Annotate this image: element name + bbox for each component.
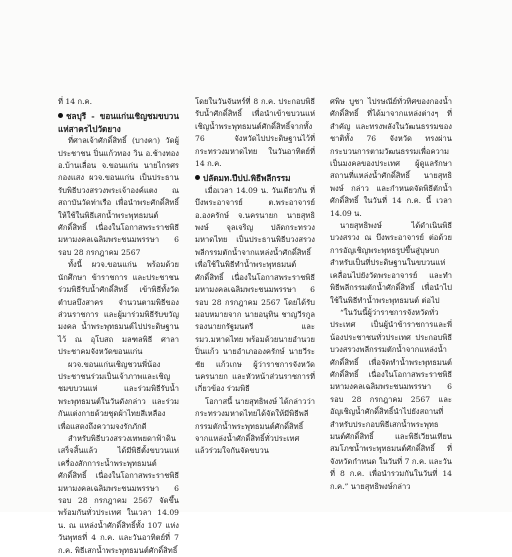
paragraph: เมื่อเวลา 14.09 น. วันเดียวกัน ที่บึงพระอาจารย์ ต.พระอาจารย์ อ.องครักษ์ จ.นครนายก นายสุทธิพงษ์ จุลเจริญ ปลัดกระทรวงมหาดไทย เป็นประธานพิธีบวงสรวงพลีกรรมตักน้ำจากแหล่งน้ำศักดิ์สิทธิ์ เพื่อใช้ในพิธีทำน้ำพระพุทธมนต์ศักดิ์สิทธิ์ เนื่องในโอกาสพระราชพิธีมหามงคลเฉลิมพระชนมพรรษา 6 รอบ 28 กรกฎาคม 2567 โดยได้รับมอบหมายจาก นายอนุทิน ชาญวีรกูล รองนายกรัฐมนตรี และ รมว.มหาดไทย พร้อมด้วยนายอำนวย ปิ่นแก้ว นายอำเภอองครักษ์ นายวีระชัย แก้วเกษ ผู้ว่าราชการจังหวัดนครนายก และหัวหน้าส่วนราชการที่เกี่ยวข้อง ร่วมพิธี: [195, 185, 315, 394]
article-column-1: [58, 96, 179, 555]
paragraph: ทั้งนี้ ผวจ.ขอนแก่น พร้อมด้วยนักศึกษา ข้าราชการ และประชาชนร่วมพิธีรับน้ำศักดิ์สิทธิ์ เข้าพิธีทั้งวัด ตำบลบึงสาคร จำนวนตามพิธีของส่วนราชการ และผู้มาร่วมพิธีรับขวัญมงคล น้ำพระพุทธมนต์ไปประดิษฐานไว้ ณ อุโบสถ มลฑลพิธี ศาลาประชาคมจังหวัดขอนแก่น: [58, 260, 179, 357]
section-heading-text: ปลัดมท.ปีปป.พิธีพลีกรรม: [203, 173, 291, 184]
paragraph: ผวจ.ขอนแก่นเชิญชวนพี่น้องประชาชนร่วมเป็นเจ้าภาพและเชิญชมขบวนแห่ และร่วมพิธีรับน้ำพระพุทธมนต์ในวันดังกล่าว และร่วมกันแต่งกายด้วยชุดผ้าไทยสีเหลือง เพื่อแสดงถึงความจงรักภักดี: [58, 359, 179, 431]
section-heading: [195, 172, 315, 184]
section-heading-text: ชลบุรี - ขอนแก่นเชิญชมขบวนแห่สาครไปวัดยาง: [58, 111, 179, 134]
paragraph: โดยในวันจันทร์ที่ 8 ก.ค. ประกอบพิธีรับน้ำศักดิ์สิทธิ์ เพื่อนำเข้าขบวนแห่เชิญน้ำพระพุทธมนต์ศักดิ์สิทธิ์จากทั้ง 76 จังหวัดไปประดิษฐานไว้ที่ กระทรวงมหาดไทย ในวันอาทิตย์ที่ 14 ก.ค.: [195, 97, 315, 169]
paragraph: ศพิษ บูชา ไปรษณีย์ทั่วทิศของกองน้ำศักดิ์สิทธิ์ ที่ได้มาจากแหล่งต่างๆ ที่สำคัญ และทรงพลังในวัฒนธรรมของชาติทั้ง 76 จังหวัด ทรงผ่านกระบวนการตามวัฒนธรรมเพื่อความเป็นมงคลของประเทศ ผู้ดูแลรักษาสถานที่แหล่งน้ำศักดิ์สิทธิ์ นายสุทธิพงษ์ กล่าว และกำหนดจัดพิธีตักน้ำศักดิ์สิทธิ์ ในวันที่ 14 ก.ค. นี้ เวลา 14.09 น.: [330, 97, 452, 218]
bullet-icon: [195, 175, 200, 180]
paragraph: นายสุทธิพงษ์ ได้ดำเนินพิธีบวงสรวง ณ บึงพระอาจารย์ ต่อด้วยการอัญเชิญพระพุทธรูปขึ้นสู่บุษบก สำหรับเป็นที่ประดิษฐานในขบวนแห่ เคลื่อนไปยังวัดพระอาจารย์ และทำพิธีพลีกรรมตักน้ำศักดิ์สิทธิ์ เพื่อนำไปใช้ในพิธีทำน้ำพระพุทธมนต์ ต่อไป: [330, 221, 452, 305]
paragraph: “ในวันนี้ผู้ว่าราชการจังหวัดทั่วประเทศ เป็นผู้นำข้าราชการและพี่น้องประชาชนทั่วประเทศ ประกอบพิธีบวงสรวงพลีกรรมตักน้ำจากแหล่งน้ำศักดิ์สิทธิ์ เพื่อจัดทำน้ำพระพุทธมนต์ศักดิ์สิทธิ์ เนื่องในโอกาสพระราชพิธีมหามงคลเฉลิมพระชนมพรรษา 6 รอบ 28 กรกฎาคม 2567 และอัญเชิญน้ำศักดิ์สิทธิ์นำไปยังสถานที่สำหรับประกอบพิธีเสกน้ำพระพุทธมนต์ศักดิ์สิทธิ์ และพิธีเวียนเทียนสมโภชน้ำพระพุทธมนต์ศักดิ์สิทธิ์ ที่จังหวัดกำหนด ในวันที่ 7 ก.ค. และวันที่ 8 ก.ค. เพื่อนำรวมกันในวันที่ 14 ก.ค.” นายสุทธิพงษ์กล่าว: [330, 307, 452, 491]
article-column-3: [330, 96, 452, 504]
article-column-2: [195, 96, 315, 504]
section-heading: [58, 110, 179, 135]
paragraph: ที่ 14 ก.ค.: [58, 97, 93, 106]
paragraph: ที่ศาลเจ้าศักดิ์สิทธิ์ (บางคา) วัดผู้ประชาชน ปิ่นแก้วทอง วิน อ.ช้างทอง อ.บ้านเลื่อน จ.ขอนแก่น นายไกรศร กองแสง ผวจ.ขอนแก่น เป็นประธานรับพิธีบวงสรวงพระเจ้าองค์แตง ณ สถาบันวัดท่าเรือ เพื่อนำพระศักดิ์สิทธิ์ ให้ใช้ในพิธีเสกน้ำพระพุทธมนต์ศักดิ์สิทธิ์ เนื่องในโอกาสพระราชพิธีมหามงคลเฉลิมพระชนมพรรษา 6 รอบ 28 กรกฎาคม 2567: [58, 136, 179, 257]
paragraph: สำหรับพิธีบวงสรวงเทพยดาฟ้าดินเสร็จสิ้นแล้ว ได้มีพิธีตั้งขบวนแห่เครื่องสักการะน้ำพระพุทธมนต์ศักดิ์สิทธิ์ เนื่องในโอกาสพระราชพิธีมหามงคลเฉลิมพระชนมพรรษา 6 รอบ 28 กรกฎาคม 2567 จัดขึ้นพร้อมกันทั่วประเทศ ในเวลา 14.09 น. ณ แหล่งน้ำศักดิ์สิทธิ์ทั้ง 107 แห่ง วันพุทธที่ 4 ก.ค. และวันอาทิตย์ที่ 7 ก.ค. พิธีเสกน้ำพระพุทธมนต์ศักดิ์สิทธิ์: [58, 433, 179, 555]
bullet-icon: [58, 113, 63, 118]
paragraph: โอกาสนี้ นายสุทธิพงษ์ ได้กล่าวว่า กระทรวงมหาดไทยได้จัดให้มีพิธีพลีกรรมตักน้ำพระพุทธมนต์ศักดิ์สิทธิ์จากแหล่งน้ำศักดิ์สิทธิ์ทั่วประเทศ แล้วร่วมใจกันจัดขบวน: [195, 396, 315, 456]
